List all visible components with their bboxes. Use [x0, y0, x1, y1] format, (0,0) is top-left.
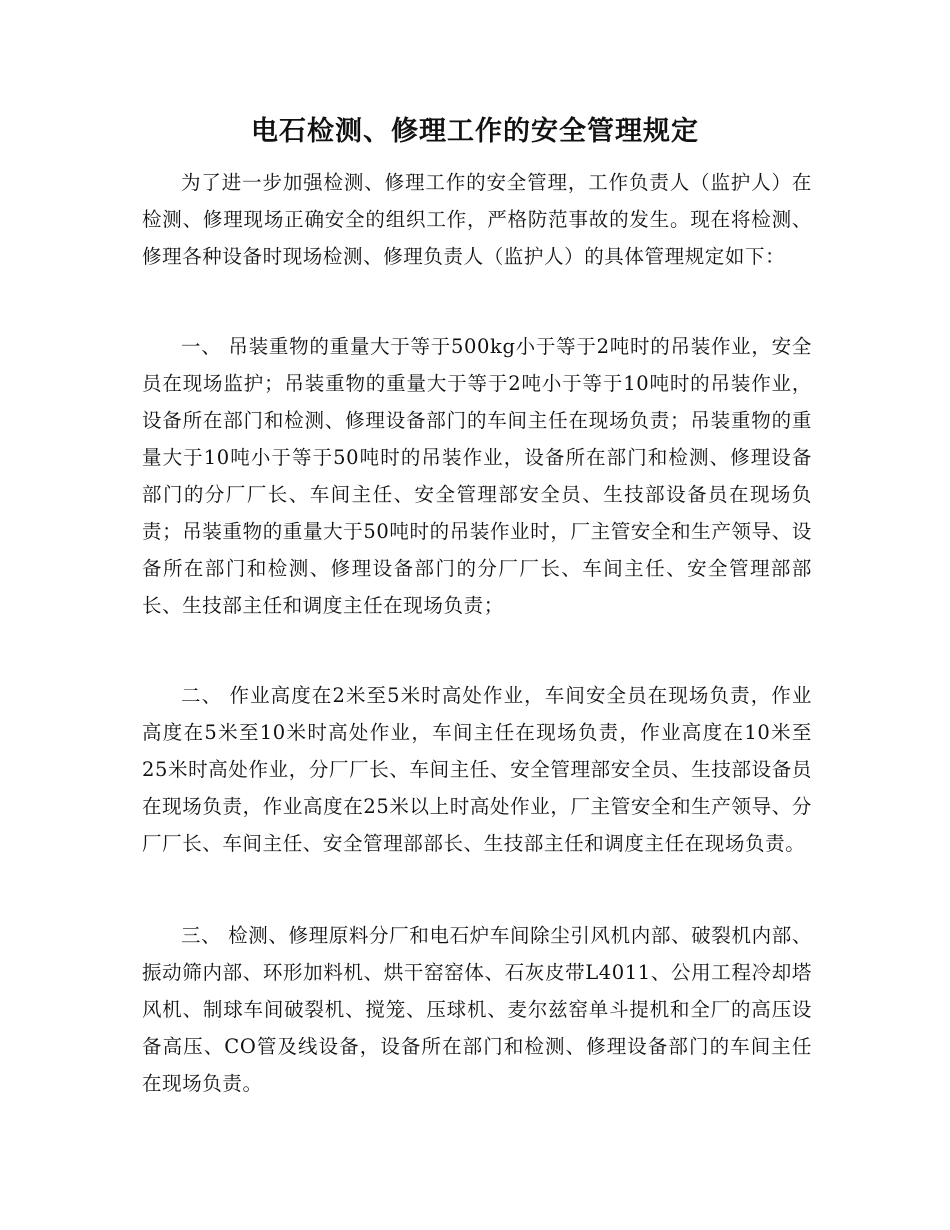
rule-three-paragraph: 三、 检测、修理原料分厂和电石炉车间除尘引风机内部、破裂机内部、振动筛内部、环形加料机、烘干窑窑体、石灰皮带L4011、公用工程冷却塔风机、制球车间破裂机、搅笼、压球机、麦尔兹窑单斗提机和全厂的高压设备高压、CO管及线设备，设备所在部门和检测、修理设备部门的车间主任在现场负责。 [142, 924, 812, 1095]
rule-one-paragraph: 一、 吊装重物的重量大于等于500kg小于等于2吨时的吊装作业，安全员在现场监护；吊装重物的重量大于等于2吨小于等于10吨时的吊装作业，设备所在部门和检测、修理设备部门的车间主任在现场负责；吊装重物的重量大于10吨小于等于50吨时的吊装作业，设备所在部门和检测、修理设备部门的分厂厂长、车间主任、安全管理部安全员、生技部设备员在现场负责；吊装重物的重量大于50吨时的吊装作业时，厂主管安全和生产领导、设备所在部门和检测、修理设备部门的分厂厂长、车间主任、安全管理部部长、生技部主任和调度主任在现场负责； [142, 335, 812, 617]
intro-paragraph: 为了进一步加强检测、修理工作的安全管理，工作负责人（监护人）在检测、修理现场正确安全的组织工作，严格防范事故的发生。现在将检测、修理各种设备时现场检测、修理负责人（监护人）的具体管理规定如下： [142, 171, 812, 268]
rule-two-paragraph: 二、 作业高度在2米至5米时高处作业，车间安全员在现场负责，作业高度在5米至10米时高处作业，车间主任在现场负责，作业高度在10米至25米时高处作业，分厂厂长、车间主任、安全管理部安全员、生技部设备员在现场负责，作业高度在25米以上时高处作业，厂主管安全和生产领导、分厂厂长、车间主任、安全管理部部长、生技部主任和调度主任在现场负责。 [142, 684, 812, 855]
document-title: 电石检测、修理工作的安全管理规定 [251, 116, 699, 147]
